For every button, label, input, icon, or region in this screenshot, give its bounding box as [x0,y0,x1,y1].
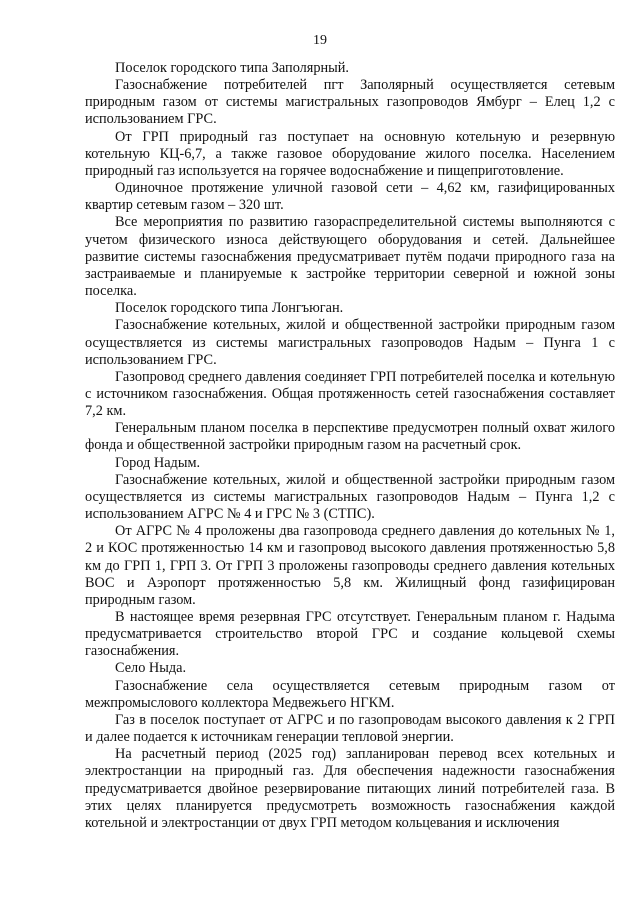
paragraph: Газ в поселок поступает от АГРС и по газопроводам высокого давления к 2 ГРП и далее подается к источникам генерации тепловой энергии. [85,711,615,746]
paragraph: Газоснабжение села осуществляется сетевым природным газом от межпромыслового коллектора Медвежьего НГКМ. [85,677,615,711]
settlement-heading-zapolyarny: Поселок городского типа Заполярный. [115,60,349,76]
paragraph: В настоящее время резервная ГРС отсутствует. Генеральным планом г. Надыма предусматривается строительство второй ГРС и создание кольцевой схемы газоснабжения. [85,609,615,660]
paragraph: Генеральным планом поселка в перспективе предусмотрен полный охват жилого фонда и общественной застройки природным газом на расчетный срок. [85,420,615,454]
paragraph: Газоснабжение потребителей пгт Заполярный осуществляется сетевым природным газом от системы магистральных газопроводов Ямбург – Елец 1,2 с использованием ГРС. [85,77,615,128]
paragraph: От АГРС № 4 проложены два газопровода среднего давления до котельных № 1, 2 и КОС протяженностью 14 км и газопровод высокого давления протяженностью 5,8 км до ГРП 1, ГРП 3. От ГРП 3 проложены газопроводы среднего давления котельных ВОС и Аэропорт протяженностью 5,8 км. Жилищный фонд газифицирован природным газом. [85,523,615,608]
paragraph: Газопровод среднего давления соединяет ГРП потребителей поселка и котельную с источником газоснабжения. Общая протяженность сетей газоснабжения составляет 7,2 км. [85,368,615,420]
paragraph: Все мероприятия по развитию газораспределительной системы выполняются с учетом физического износа действующего оборудования и сетей. Дальнейшее развитие системы газоснабжения предусматривает путём подачи природного газа на застраиваемые и планируемые к застройке территории северной и южной зоны поселка. [85,214,615,300]
body-text [85,60,615,832]
paragraph: Газоснабжение котельных, жилой и общественной застройки природным газом осуществляется из системы магистральных газопроводов Надым – Пунга 1,2 с использованием АГРС № 4 и ГРС № 3 (СТПС). [85,471,615,523]
paragraph: От ГРП природный газ поступает на основную котельную и резервную котельную КЦ-6,7, а также газовое оборудование жилого поселка. Населением природный газ используется на горячее водоснабжение и пищеприготовление. [85,128,615,179]
paragraph: Газоснабжение котельных, жилой и общественной застройки природным газом осуществляется из системы магистральных газопроводов Надым – Пунга 1 с использованием ГРС. [85,317,615,368]
page-number: 19 [313,33,327,48]
settlement-heading-longyugan: Поселок городского типа Лонгъюган. [115,300,344,317]
paragraph: На расчетный период (2025 год) запланирован перевод всех котельных и электростанции на природный газ. Для обеспечения надежности газоснабжения предусматривается двойное резервирование питающих линий потребителей газа. В этих целях планируется предусмотреть возможность газоснабжения каждой котельной и электростанции от двух ГРП методом кольцевания и исключения [85,746,615,831]
paragraph: Одиночное протяжение уличной газовой сети – 4,62 км, газифицированных квартир сетевым газом – 320 шт. [85,180,615,214]
settlement-heading-nadym: Город Надым. [115,454,201,471]
settlement-heading-nyda: Село Ныда. [115,660,187,677]
